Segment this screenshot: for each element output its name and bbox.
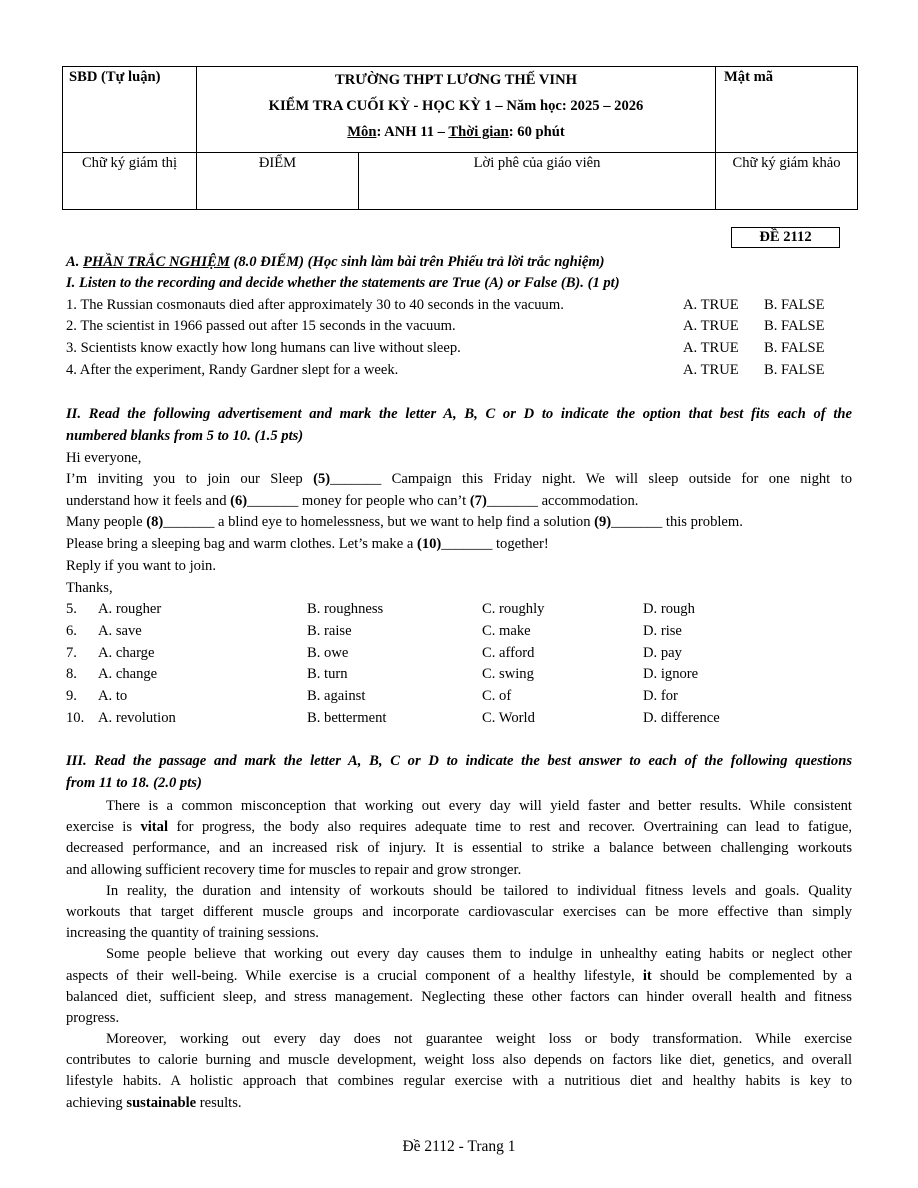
passage-line: balanced diet, sufficient sleep, and stress management. Neglecting these other factors can hinder overall health and fitness <box>66 988 852 1005</box>
part1-item-3-a: A. TRUE <box>683 340 739 356</box>
part1-item-1-b: B. FALSE <box>764 297 825 313</box>
ad-reply: Reply if you want to join. <box>66 558 216 574</box>
passage-line: increasing the quantity of training sessions. <box>66 925 319 942</box>
passage-line: aspects of their well-being. While exercise is a crucial component of a healthy lifestyle, it should be complemented by a <box>66 967 852 984</box>
passage-line: Moreover, working out every day does not guarantee weight loss or body transformation. While exercise <box>106 1031 852 1048</box>
blank-7: _______ <box>486 493 538 509</box>
blank-8: _______ <box>163 514 215 530</box>
ad-line-2: understand how it feels and (6)_______ money for people who can’t (7)_______ accommodation. <box>66 493 639 509</box>
score-cell: ĐIỂM <box>197 153 359 210</box>
part1-item-1: 1. The Russian cosmonauts died after approximately 30 to 40 seconds in the vacuum. <box>66 297 564 313</box>
passage <box>66 796 852 1114</box>
part1-item-1-a: A. TRUE <box>683 297 739 313</box>
passage-line: decreased performance, and an increased risk of injury. It is essential to strike a balance between challenging workouts <box>66 840 852 857</box>
part1-instruction: I. Listen to the recording and decide whether the statements are True (A) or False (B). (1 pt) <box>66 275 620 291</box>
ad-greeting: Hi everyone, <box>66 450 142 466</box>
school-cell <box>197 67 716 153</box>
section-a-heading: A. PHẦN TRẮC NGHIỆM (8.0 ĐIỂM) (Học sinh làm bài trên Phiếu trả lời trắc nghiệm) <box>66 254 605 270</box>
part1-item-2-b: B. FALSE <box>764 318 825 334</box>
page-footer: Đề 2112 - Trang 1 <box>402 1138 516 1155</box>
question-row: 7. A. charge B. owe C. afford D. pay <box>66 645 682 661</box>
teacher-comment-cell: Lời phê của giáo viên <box>359 153 716 210</box>
part1-item-2-a: A. TRUE <box>683 318 739 334</box>
passage-line: There is a common misconception that working out every day will yield faster and better results. While consistent <box>106 798 852 814</box>
blank-10: _______ <box>441 536 493 552</box>
part1-item-4-a: A. TRUE <box>683 362 739 378</box>
ad-thanks: Thanks, <box>66 580 113 596</box>
part1-item-3: 3. Scientists know exactly how long humans can live without sleep. <box>66 340 461 356</box>
code-label: Mật mã <box>724 69 774 85</box>
part2-instruction-line2: numbered blanks from 5 to 10. (1.5 pts) <box>66 428 304 444</box>
exam-title: KIỂM TRA CUỐI KỲ - HỌC KỲ 1 – Năm học: 2025 – 2026 <box>268 98 644 114</box>
question-row: 8. A. change B. turn C. swing D. ignore <box>66 666 699 682</box>
exam-code-box: ĐỀ 2112 <box>731 227 840 248</box>
ad-line-1: I’m inviting you to join our Sleep (5)_______ Campaign this Friday night. We will sleep outside for one night to <box>66 471 852 487</box>
blank-6: _______ <box>247 493 299 509</box>
ad-line-3: Many people (8)_______ a blind eye to homelessness, but we want to help find a solution (9)_______ this problem. <box>66 514 743 530</box>
part3-instruction-line1: III. Read the passage and mark the letter A, B, C or D to indicate the best answer to each of the following questions <box>66 753 852 769</box>
part1-item-3-b: B. FALSE <box>764 340 825 356</box>
blank-5: _______ <box>330 471 382 487</box>
passage-line: progress. <box>66 1009 120 1026</box>
ad-line-4: Please bring a sleeping bag and warm clothes. Let’s make a (10)_______ together! <box>66 536 549 552</box>
subject-line: Môn: ANH 11 – Thời gian: 60 phút <box>347 124 565 140</box>
passage-line: workouts that target different muscle groups and incorporate cardiovascular exercises can be more effective than simply <box>66 903 852 920</box>
question-row: 9. A. to B. against C. of D. for <box>66 688 678 704</box>
header-table <box>62 66 858 210</box>
proctor-signature-cell: Chữ ký giám thị <box>63 153 197 210</box>
question-row: 6. A. save B. raise C. make D. rise <box>66 623 682 639</box>
passage-line: Some people believe that working out every day causes them to indulge in unhealthy eating habits or neglect other <box>106 946 852 963</box>
part2-instruction-line1: II. Read the following advertisement and mark the letter A, B, C or D to indicate the option that best fits each of the <box>66 406 852 422</box>
passage-line: and allowing sufficient recovery time for muscles to repair and grow stronger. <box>66 861 522 878</box>
code-cell <box>716 67 858 153</box>
part1-item-4: 4. After the experiment, Randy Gardner slept for a week. <box>66 362 399 378</box>
blank-9: _______ <box>611 514 663 530</box>
question-row: 5. A. rougher B. roughness C. roughly D. rough <box>66 601 695 617</box>
passage-line: In reality, the duration and intensity of workouts should be tailored to individual fitness levels and goals. Quality <box>106 882 852 899</box>
passage-line: contributes to calorie burning and muscle development, weight loss also depends on factors like diet, genetics, and overall <box>66 1052 852 1069</box>
examiner-signature-cell: Chữ ký giám khảo <box>716 153 858 210</box>
sbd-label: SBD (Tự luận) <box>69 69 161 85</box>
part3-instruction-line2: from 11 to 18. (2.0 pts) <box>66 775 202 791</box>
part1-item-4-b: B. FALSE <box>764 362 825 378</box>
passage-line: lifestyle habits. A holistic approach that combines regular exercise with a nutritious diet and healthy habits is key to <box>66 1073 852 1090</box>
question-row: 10. A. revolution B. betterment C. World D. difference <box>66 710 720 726</box>
school-name: TRƯỜNG THPT LƯƠNG THẾ VINH <box>335 72 577 88</box>
part1-item-2: 2. The scientist in 1966 passed out after 15 seconds in the vacuum. <box>66 318 456 334</box>
passage-line: exercise is vital for progress, the body also requires adequate time to rest and recover. Overtraining can lead to fatigue, <box>66 819 852 836</box>
sbd-cell <box>63 67 197 153</box>
passage-line: achieving sustainable results. <box>66 1094 242 1111</box>
